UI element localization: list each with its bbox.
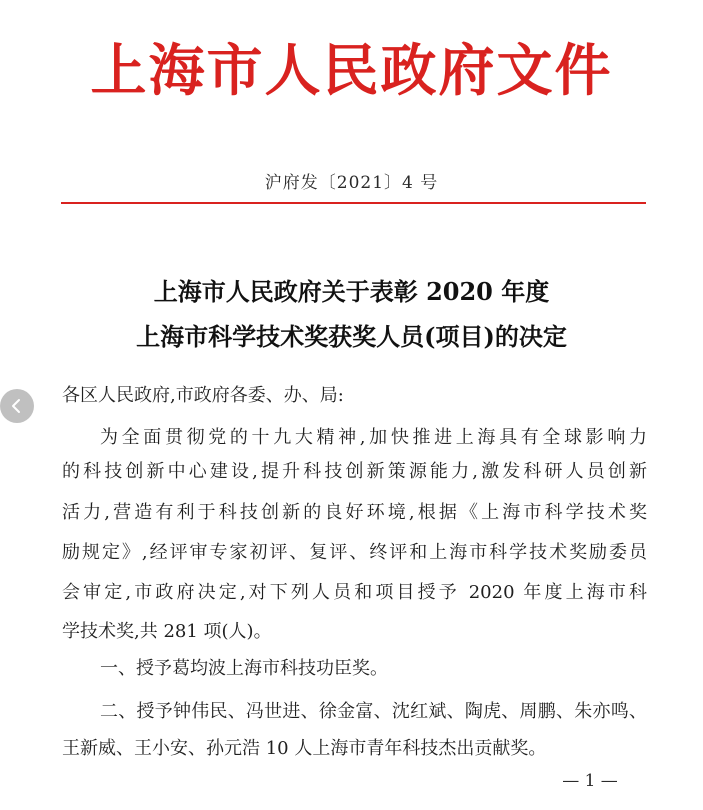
salutation-line: 各区人民政府,市政府各委、办、局: — [62, 385, 344, 406]
chevron-left-icon — [9, 398, 25, 414]
document-title-line-1: 上海市人民政府关于表彰 2020 年度 — [153, 277, 550, 306]
previous-page-button[interactable] — [0, 389, 34, 423]
page-number: — 1 — — [562, 771, 618, 791]
body-text-line: 活力,营造有利于科技创新的良好环境,根据《上海市科学技术奖 — [62, 502, 647, 523]
body-text-line: 学技术奖,共 281 项(人)。 — [62, 621, 272, 642]
award-item-line: 二、授予钟伟民、冯世进、徐金富、沈红斌、陶虎、周鹏、朱亦鸣、 — [100, 701, 647, 722]
body-text-line: 励规定》,经评审专家初评、复评、终评和上海市科学技术奖励委员 — [62, 542, 647, 563]
award-item-line: 一、授予葛均波上海市科技功臣奖。 — [100, 658, 388, 679]
document-number: 沪府发〔2021〕4 号 — [264, 173, 439, 193]
document-title-line-2: 上海市科学技术奖获奖人员(项目)的决定 — [136, 322, 567, 351]
body-text-line: 的科技创新中心建设,提升科技创新策源能力,激发科研人员创新 — [62, 461, 647, 482]
body-text-line: 为全面贯彻党的十九大精神,加快推进上海具有全球影响力 — [100, 427, 647, 448]
document-header-title: 上海市人民政府文件 — [90, 38, 613, 104]
body-text-line: 会审定,市政府决定,对下列人员和项目授予 2020 年度上海市科 — [62, 582, 647, 603]
award-item-line: 王新威、王小安、孙元浩 10 人上海市青年科技杰出贡献奖。 — [62, 738, 547, 759]
header-divider — [61, 202, 646, 204]
